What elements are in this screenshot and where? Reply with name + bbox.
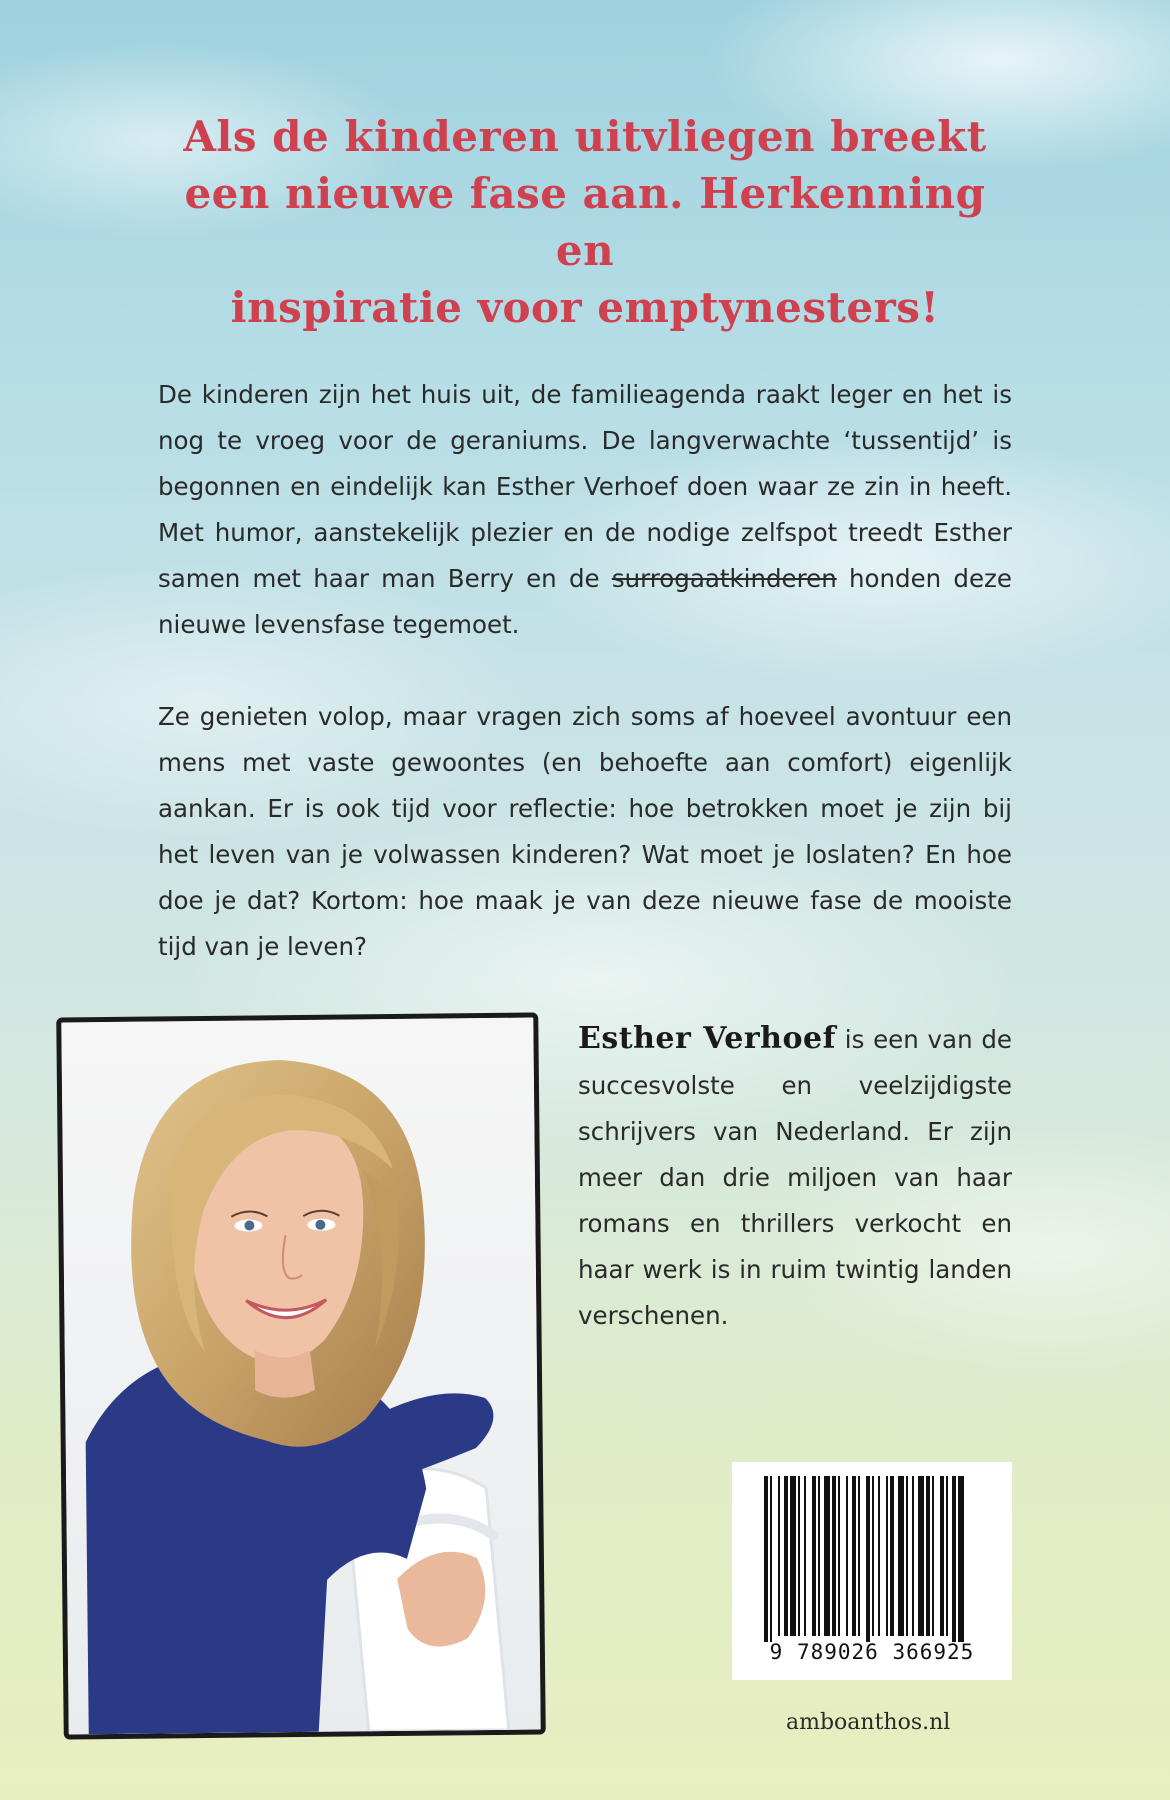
barcode-bar bbox=[784, 1476, 788, 1636]
barcode-bar bbox=[818, 1476, 820, 1636]
paragraph-1-ending: honden deze nieuwe levensfase tegemoet. bbox=[158, 564, 1012, 639]
author-portrait-illustration bbox=[61, 1018, 540, 1735]
barcode-bar bbox=[832, 1476, 836, 1636]
barcode-bar bbox=[838, 1476, 840, 1636]
barcode-bar bbox=[958, 1476, 964, 1642]
barcode-bars bbox=[732, 1462, 1012, 1642]
isbn-number: 9 789026 366925 bbox=[769, 1640, 975, 1664]
barcode-bar bbox=[824, 1476, 830, 1636]
paragraph-1-text: De kinderen zijn het huis uit, de familieagenda raakt leger en het is nog te vroeg voor de geraniums. De langverwachte ‘tussentijd’ is begonnen en eindelijk kan Esther Verhoef doen waar ze zin in heeft. Met humor, aanstekelijk plezier en de nodige zelfspot treedt Esther samen met haar man Berry en de bbox=[158, 380, 1012, 593]
barcode-bar bbox=[886, 1476, 888, 1636]
barcode-bar bbox=[952, 1476, 956, 1642]
barcode-bar bbox=[898, 1476, 904, 1636]
description-paragraph-1 bbox=[158, 372, 1012, 648]
barcode-bar bbox=[932, 1476, 934, 1636]
author-photo bbox=[56, 1012, 546, 1739]
barcode-bar bbox=[918, 1476, 924, 1636]
author-bio-text: is een van de succesvolste en veelzijdigste schrijvers van Nederland. Er zijn meer dan drie miljoen van haar romans en thrillers verkocht en haar werk is in ruim twintig landen verschenen. bbox=[578, 1025, 1012, 1330]
barcode-bar bbox=[798, 1476, 800, 1636]
barcode-bar bbox=[906, 1476, 908, 1636]
isbn-barcode bbox=[732, 1462, 1012, 1680]
barcode-bar bbox=[804, 1476, 806, 1636]
barcode-bar bbox=[790, 1476, 796, 1636]
strikethrough-word: surrogaatkinderen bbox=[611, 564, 837, 593]
barcode-bar bbox=[940, 1476, 944, 1636]
barcode-bar bbox=[946, 1476, 948, 1636]
description-paragraph-2: Ze genieten volop, maar vragen zich soms af hoeveel avontuur een mens met vaste gewoontes (en behoefte aan comfort) eigenlijk aankan. Er is ook tijd voor reflectie: hoe betrokken moet je zijn bij het leven van je volwassen kinderen? Wat moet je loslaten? En hoe doe je dat? Kortom: hoe maak je van deze nieuwe fase de mooiste tijd van je leven? bbox=[158, 702, 1012, 961]
barcode-bar bbox=[890, 1476, 894, 1636]
barcode-bar bbox=[812, 1476, 816, 1636]
headline: Als de kinderen uitvliegen breekt een nieuwe fase aan. Herkenning en inspiratie voor emptynesters! bbox=[183, 112, 987, 332]
barcode-bar bbox=[778, 1476, 780, 1636]
author-name: Esther Verhoef bbox=[578, 1021, 836, 1056]
barcode-bar bbox=[770, 1476, 772, 1642]
barcode-bar bbox=[872, 1476, 874, 1636]
barcode-bar bbox=[878, 1476, 880, 1636]
author-bio bbox=[578, 1016, 1012, 1339]
barcode-bar bbox=[926, 1476, 930, 1636]
barcode-bar bbox=[764, 1476, 768, 1642]
barcode-bar bbox=[866, 1476, 870, 1642]
barcode-bar bbox=[858, 1476, 860, 1636]
barcode-bar bbox=[912, 1476, 914, 1636]
publisher-website: amboanthos.nl bbox=[786, 1710, 951, 1735]
barcode-bar bbox=[846, 1476, 848, 1636]
barcode-bar bbox=[852, 1476, 856, 1636]
